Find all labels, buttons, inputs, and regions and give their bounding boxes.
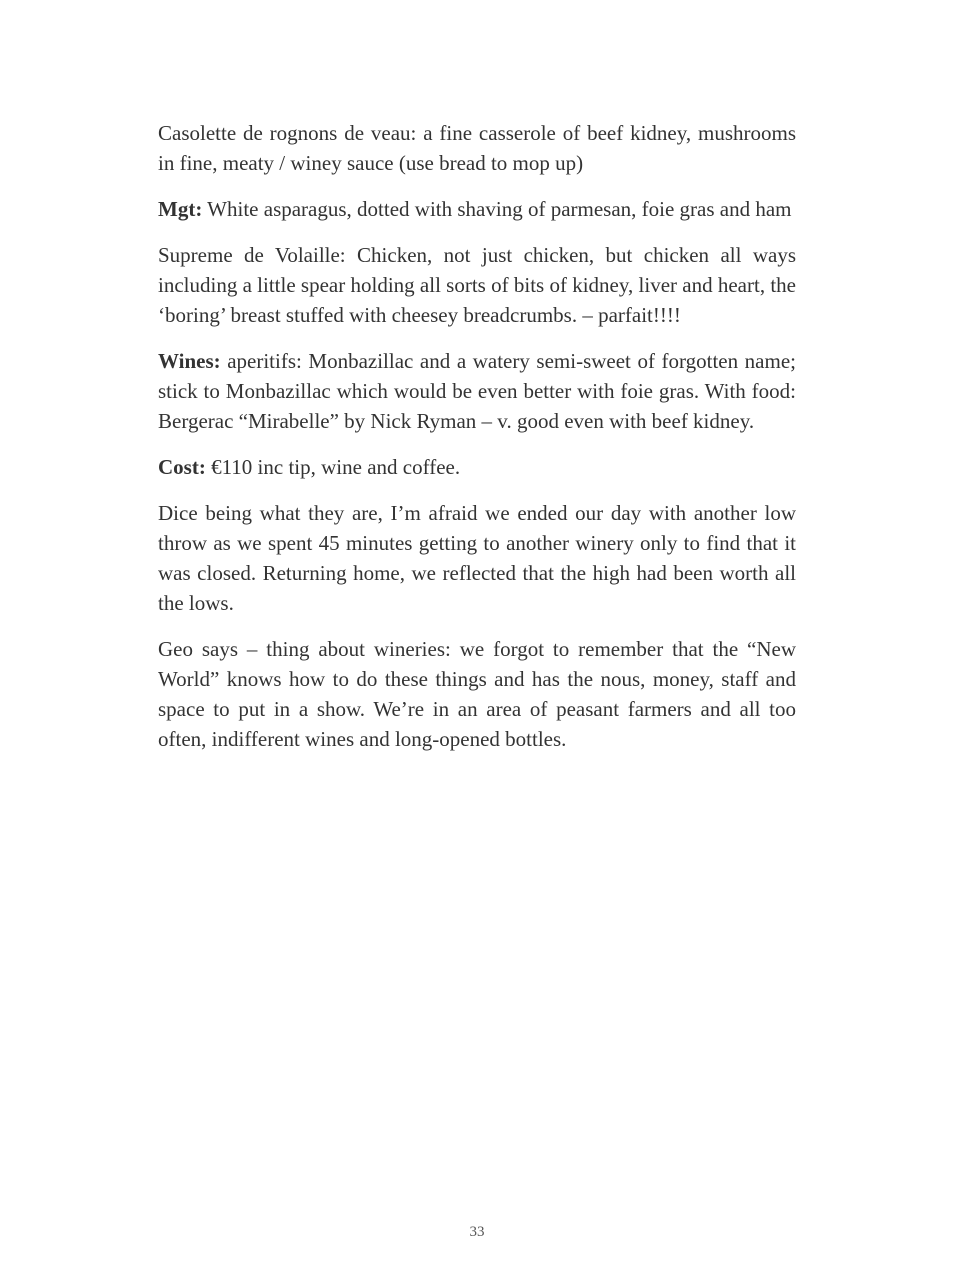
- paragraph-text: Supreme de Volaille: Chicken, not just chicken, but chicken all ways including a little spear holding all sorts of bits of kidney, liver and heart, the ‘boring’ breast stuffed with cheesey breadcrumbs. – parfait!!!!: [158, 243, 796, 327]
- paragraph-casolette: [158, 118, 796, 178]
- paragraph-text: aperitifs: Monbazillac and a watery semi-sweet of forgotten name; stick to Monbazillac which would be even better with foie gras. With food: Bergerac “Mirabelle” by Nick Ryman – v. good even with beef kidney.: [158, 349, 796, 433]
- paragraph-cost: [158, 452, 796, 482]
- paragraph-wines: [158, 346, 796, 436]
- page-number: 33: [469, 1224, 485, 1240]
- page-body: [158, 118, 796, 770]
- paragraph-text: €110 inc tip, wine and coffee.: [205, 455, 461, 479]
- paragraph-lead: Mgt:: [158, 197, 203, 221]
- paragraph-mgt: [158, 194, 796, 224]
- paragraph-lead: Cost:: [158, 455, 206, 479]
- paragraph-text: Casolette de rognons de veau: a fine casserole of beef kidney, mushrooms in fine, meaty / winey sauce (use bread to mop up): [158, 121, 796, 175]
- paragraph-dice: [158, 498, 796, 618]
- paragraph-text: Dice being what they are, I’m afraid we ended our day with another low throw as we spent 45 minutes getting to another winery only to find that it was closed. Returning home, we reflected that the high had been worth all the lows.: [158, 501, 796, 615]
- paragraph-supreme: [158, 240, 796, 330]
- paragraph-lead: Wines:: [158, 349, 221, 373]
- paragraph-text: White asparagus, dotted with shaving of parmesan, foie gras and ham: [202, 197, 792, 221]
- paragraph-geo-says: [158, 634, 796, 754]
- paragraph-text: Geo says – thing about wineries: we forgot to remember that the “New World” knows how to do these things and has the nous, money, staff and space to put in a show. We’re in an area of peasant farmers and all too often, indifferent wines and long-opened bottles.: [158, 637, 796, 751]
